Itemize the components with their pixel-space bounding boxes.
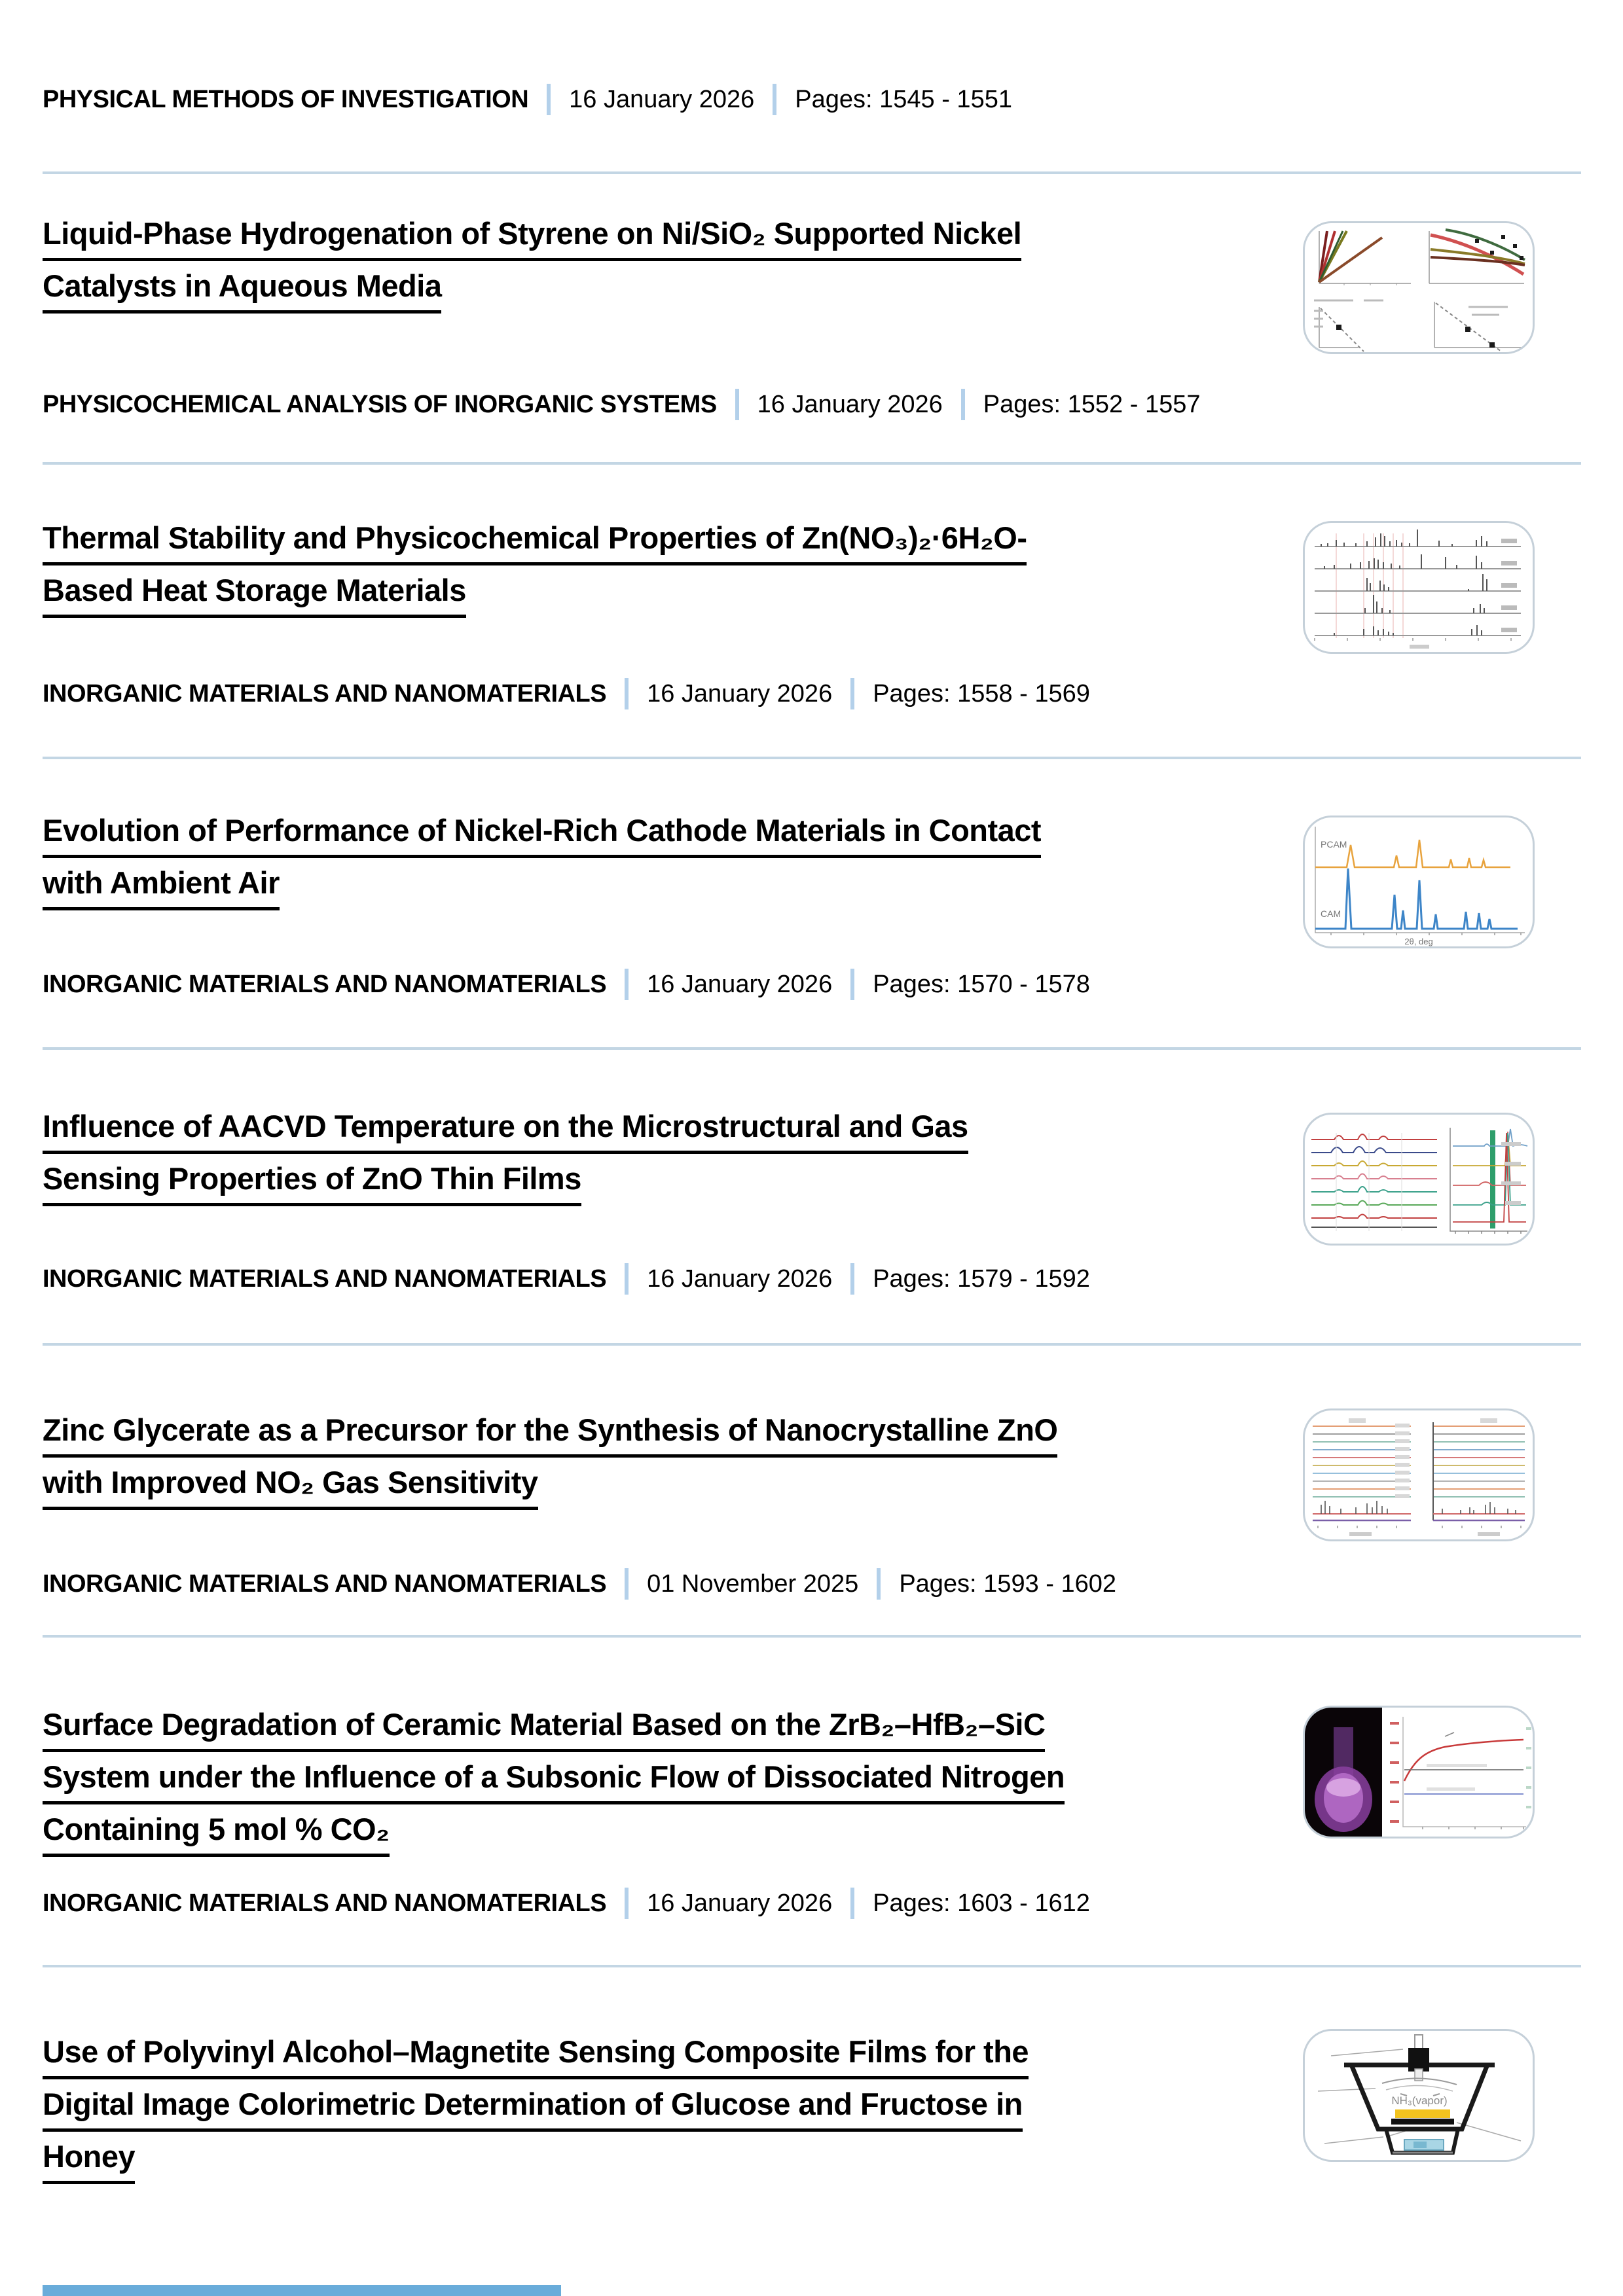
article-meta [43, 1263, 1090, 1295]
publish-date: 16 January 2026 [647, 1265, 833, 1293]
separator-bar [547, 84, 551, 115]
pcam-cam-xrd-figure [1305, 817, 1533, 946]
separator-bar [773, 84, 776, 115]
title-line[interactable]: Thermal Stability and Physicochemical Properties of Zn(NO₃)₂·6H₂O- [43, 520, 1027, 565]
title-line[interactable]: Evolution of Performance of Nickel-Rich Cathode Materials in Contact [43, 813, 1041, 858]
article-meta [43, 678, 1090, 709]
article-meta [43, 969, 1090, 1000]
next-section-bar [43, 2285, 561, 2296]
separator-bar [625, 1263, 629, 1295]
separator-bar [625, 969, 629, 1000]
section-label: PHYSICAL METHODS OF INVESTIGATION [43, 86, 529, 113]
title-line[interactable]: Zinc Glycerate as a Precursor for the Synthesis of Nanocrystalline ZnO [43, 1412, 1057, 1458]
separator-bar [625, 1888, 629, 1919]
flat-spectra-figure [1305, 1410, 1533, 1539]
title-line[interactable]: Sensing Properties of ZnO Thin Films [43, 1161, 581, 1206]
stacked-xrd-figure [1305, 523, 1533, 652]
separator-bar [961, 389, 965, 420]
plasma-chart-figure [1305, 1708, 1533, 1837]
vessel-schematic-figure [1305, 2031, 1533, 2160]
article-title-link[interactable] [43, 520, 1260, 625]
title-line[interactable]: Surface Degradation of Ceramic Material Based on the ZrB₂–HfB₂–SiC [43, 1707, 1045, 1752]
entry-divider [43, 1635, 1581, 1638]
article-title-link[interactable] [43, 1109, 1260, 1213]
section-label: PHYSICOCHEMICAL ANALYSIS OF INORGANIC SYSTEMS [43, 391, 717, 418]
article-meta [43, 84, 1012, 115]
title-line[interactable]: Containing 5 mol % CO₂ [43, 1812, 390, 1857]
page-range: Pages: 1545 - 1551 [795, 86, 1012, 113]
xrd-raman-figure [1305, 1115, 1533, 1244]
separator-bar [850, 1263, 854, 1295]
article-thumbnail[interactable] [1303, 1113, 1535, 1246]
publish-date: 16 January 2026 [757, 391, 943, 418]
page-range: Pages: 1552 - 1557 [983, 391, 1201, 418]
separator-bar [625, 1568, 629, 1600]
article-meta [43, 1888, 1090, 1919]
article-thumbnail[interactable] [1303, 221, 1535, 354]
separator-bar [877, 1568, 881, 1600]
section-label: INORGANIC MATERIALS AND NANOMATERIALS [43, 680, 607, 708]
article-title-link[interactable] [43, 813, 1260, 918]
article-thumbnail[interactable] [1303, 2029, 1535, 2162]
publish-date: 01 November 2025 [647, 1570, 859, 1598]
page-range: Pages: 1593 - 1602 [899, 1570, 1117, 1598]
article-title-link[interactable] [43, 216, 1260, 321]
entry-divider [43, 171, 1581, 174]
page-range: Pages: 1603 - 1612 [873, 1890, 1090, 1917]
page-range: Pages: 1558 - 1569 [873, 680, 1090, 708]
article-thumbnail[interactable] [1303, 1706, 1535, 1839]
entry-divider [43, 757, 1581, 759]
separator-bar [850, 1888, 854, 1919]
title-line[interactable]: Liquid-Phase Hydrogenation of Styrene on Ni/SiO₂ Supported Nickel [43, 216, 1021, 261]
publish-date: 16 January 2026 [647, 971, 833, 998]
article-thumbnail[interactable] [1303, 816, 1535, 948]
kinetics-plots-figure [1305, 223, 1533, 352]
entry-divider [43, 1965, 1581, 1967]
title-line[interactable]: Use of Polyvinyl Alcohol–Magnetite Sensing Composite Films for the [43, 2034, 1029, 2079]
separator-bar [850, 969, 854, 1000]
section-label: INORGANIC MATERIALS AND NANOMATERIALS [43, 1570, 607, 1598]
separator-bar [625, 678, 629, 709]
article-thumbnail[interactable] [1303, 1408, 1535, 1541]
publish-date: 16 January 2026 [647, 1890, 833, 1917]
page-range: Pages: 1570 - 1578 [873, 971, 1090, 998]
entry-divider [43, 1343, 1581, 1346]
article-thumbnail[interactable] [1303, 521, 1535, 654]
separator-bar [850, 678, 854, 709]
trace-label: CAM [1321, 908, 1341, 919]
article-title-link[interactable] [43, 2034, 1260, 2191]
section-label: INORGANIC MATERIALS AND NANOMATERIALS [43, 971, 607, 998]
title-line[interactable]: Based Heat Storage Materials [43, 573, 466, 618]
title-line[interactable]: with Ambient Air [43, 865, 280, 910]
title-line[interactable]: with Improved NO₂ Gas Sensitivity [43, 1465, 538, 1510]
title-line[interactable]: Influence of AACVD Temperature on the Microstructural and Gas [43, 1109, 968, 1154]
section-label: INORGANIC MATERIALS AND NANOMATERIALS [43, 1890, 607, 1917]
title-line[interactable]: Honey [43, 2139, 135, 2184]
title-line[interactable]: System under the Influence of a Subsonic Flow of Dissociated Nitrogen [43, 1759, 1065, 1804]
publish-date: 16 January 2026 [569, 86, 755, 113]
title-line[interactable]: Digital Image Colorimetric Determination of Glucose and Fructose in [43, 2087, 1023, 2132]
entry-divider [43, 462, 1581, 465]
title-line[interactable]: Catalysts in Aqueous Media [43, 268, 441, 314]
article-title-link[interactable] [43, 1707, 1260, 1864]
article-meta [43, 389, 1200, 420]
x-axis-label: 2θ, deg [1404, 937, 1433, 946]
separator-bar [735, 389, 739, 420]
article-title-link[interactable] [43, 1412, 1260, 1517]
trace-label: PCAM [1321, 839, 1347, 850]
publish-date: 16 January 2026 [647, 680, 833, 708]
entry-divider [43, 1047, 1581, 1050]
page-range: Pages: 1579 - 1592 [873, 1265, 1090, 1293]
vapor-label: NH₃(vapor) [1391, 2094, 1448, 2107]
section-label: INORGANIC MATERIALS AND NANOMATERIALS [43, 1265, 607, 1293]
article-meta [43, 1568, 1116, 1600]
